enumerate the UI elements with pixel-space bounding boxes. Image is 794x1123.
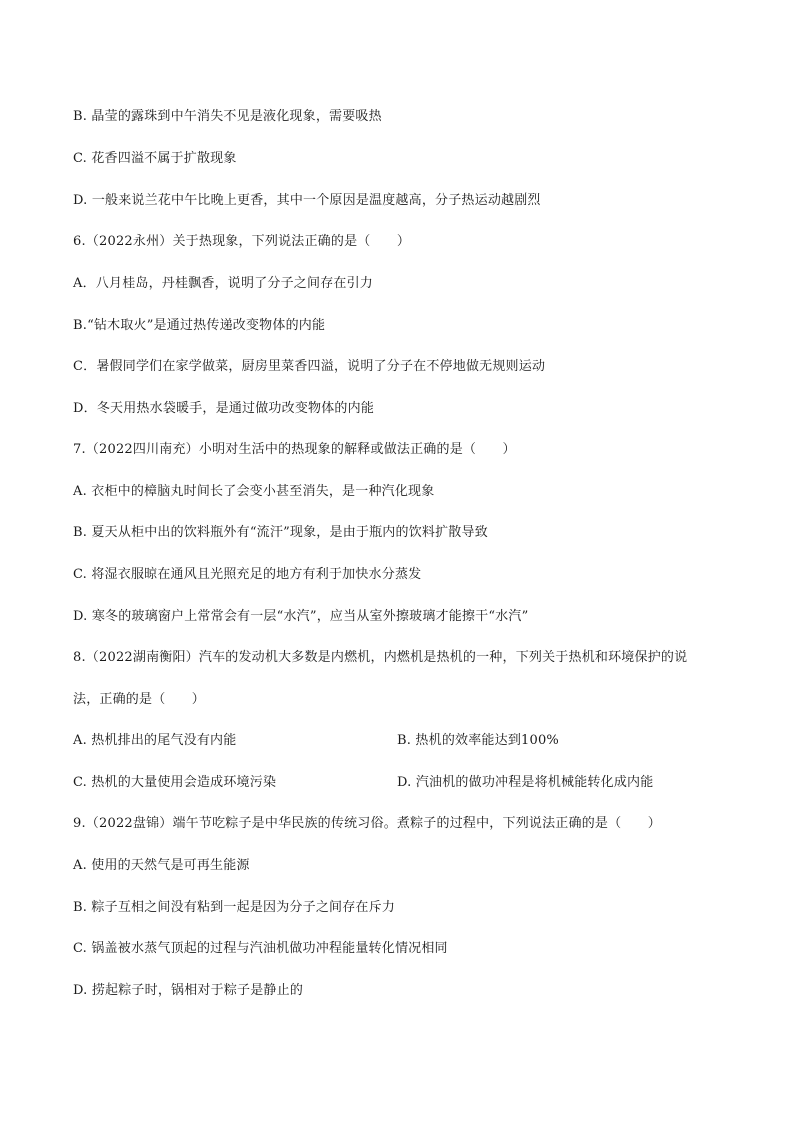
q5-option-d: D. 一般来说兰花中午比晚上更香，其中一个原因是温度越高，分子热运动越剧烈 — [73, 193, 541, 208]
q8-stem: 8.（2022湖南衡阳）汽车的发动机大多数是内燃机，内燃机是热机的一种，下列关于热机和环境保护的说 — [73, 650, 688, 665]
q7-stem: 7.（2022四川南充）小明对生活中的热现象的解释或做法正确的是（ ） — [73, 442, 516, 457]
q6-option-a: A．八月桂岛，丹桂飘香，说明了分子之间存在引力 — [73, 276, 373, 291]
q8-option-d: D. 汽油机的做功冲程是将机械能转化成内能 — [397, 775, 654, 790]
q8-option-a: A. 热机排出的尾气没有内能 — [73, 733, 237, 748]
q9-option-c: C. 锅盖被水蒸气顶起的过程与汽油机做功冲程能量转化情况相同 — [73, 941, 448, 956]
q7-option-d: D. 寒冬的玻璃窗户上常常会有一层“水汽”，应当从室外擦玻璃才能擦干“水汽” — [73, 609, 529, 624]
q9-option-b: B. 粽子互相之间没有粘到一起是因为分子之间存在斥力 — [73, 900, 396, 915]
q9-stem: 9.（2022盘锦）端午节吃粽子是中华民族的传统习俗。煮粽子的过程中，下列说法正确的是（ ） — [73, 816, 661, 831]
q7-option-a: A. 衣柜中的樟脑丸时间长了会变小甚至消失，是一种汽化现象 — [73, 484, 435, 499]
q9-option-a: A. 使用的天然气是可再生能源 — [73, 858, 250, 873]
q6-option-d: D．冬天用热水袋暖手，是通过做功改变物体的内能 — [73, 401, 375, 416]
q7-option-c: C. 将湿衣服晾在通风且光照充足的地方有利于加快水分蒸发 — [73, 567, 422, 582]
q6-option-c: C．暑假同学们在家学做菜，厨房里菜香四溢，说明了分子在不停地做无规则运动 — [73, 359, 546, 374]
q5-option-b: B. 晶莹的露珠到中午消失不见是液化现象，需要吸热 — [73, 109, 382, 124]
q8-option-b: B. 热机的效率能达到100% — [397, 733, 559, 748]
q8-option-c: C. 热机的大量使用会造成环境污染 — [73, 775, 277, 790]
q8-stem-continued: 法，正确的是（ ） — [73, 692, 206, 707]
q6-option-b: B.“钻木取火”是通过热传递改变物体的内能 — [73, 318, 326, 333]
q5-option-c: C. 花香四溢不属于扩散现象 — [73, 151, 237, 166]
q7-option-b: B. 夏天从柜中出的饮料瓶外有“流汗”现象，是由于瓶内的饮料扩散导致 — [73, 525, 488, 540]
q6-stem: 6.（2022永州）关于热现象，下列说法正确的是（ ） — [73, 234, 411, 249]
q9-option-d: D. 捞起粽子时，锅相对于粽子是静止的 — [73, 983, 304, 998]
